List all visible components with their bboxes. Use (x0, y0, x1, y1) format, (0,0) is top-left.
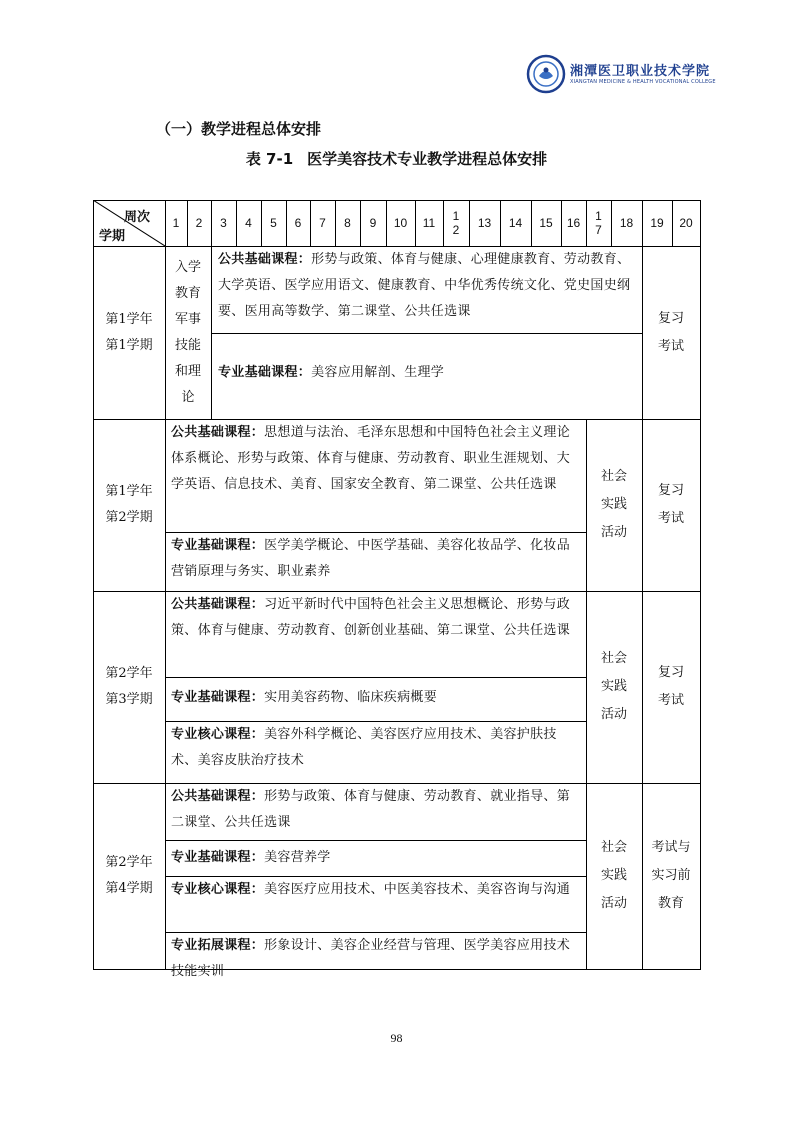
college-name: 湘潭医卫职业技术学院 (570, 64, 711, 79)
week-header: 10 (393, 216, 408, 230)
exam-line: 考试与 (651, 840, 691, 855)
week-12-digits: 12 (452, 209, 460, 237)
course-block (171, 784, 583, 836)
course-category: 公共基础课程： (171, 425, 265, 440)
course-list: 形势与政策、体育与健康、劳动教育、就业指导、第二课堂、公共任选课 (171, 789, 571, 830)
college-emblem-icon (526, 54, 566, 94)
course-category: 专业基础课程： (171, 690, 265, 705)
exam-line: 复习 (657, 310, 684, 326)
course-block (171, 845, 583, 871)
course-block (171, 722, 583, 774)
term-semester: 第3学期 (105, 692, 153, 707)
table-caption: 医学美容技术专业教学进程总体安排 (307, 150, 548, 168)
activity-cell (586, 591, 642, 783)
week-header: 9 (369, 216, 377, 230)
activity-line: 社会 (600, 469, 627, 484)
course-block (218, 247, 636, 325)
course-list: 美容营养学 (264, 850, 331, 865)
table-number: 表 7-1 (245, 150, 294, 168)
activity-line: 实践 (600, 679, 627, 694)
week-header-17 (586, 200, 611, 246)
course-block (171, 592, 583, 644)
week-header: 15 (539, 216, 553, 230)
week-header: 19 (650, 216, 664, 230)
course-block (171, 685, 583, 711)
activity-line: 活动 (600, 525, 627, 540)
term-label (93, 591, 165, 783)
exam-line: 考试 (657, 338, 684, 354)
exam-cell (642, 246, 700, 419)
term-label (93, 783, 165, 969)
activity-line: 社会 (600, 840, 627, 855)
exam-line: 实习前 (651, 868, 691, 883)
week-header: 2 (195, 216, 203, 230)
course-block (171, 533, 583, 585)
term-label (93, 246, 165, 419)
course-category: 公共基础课程： (218, 252, 312, 267)
course-list: 实用美容药物、临床疾病概要 (264, 690, 438, 705)
course-block (171, 877, 583, 903)
course-category: 专业拓展课程： (171, 938, 265, 953)
course-list: 形势与政策、体育与健康、心理健康教育、劳动教育、大学英语、医学应用语文、健康教育、中华优秀传统文化、党史国史纲要、医用高等数学、第二课堂、公共任选课 (218, 252, 631, 319)
week-header: 11 (422, 216, 436, 230)
orientation-line: 教育 (174, 285, 201, 301)
college-logo (526, 54, 716, 94)
activity-line: 实践 (600, 497, 627, 512)
week-header: 13 (477, 216, 492, 230)
orientation-line: 论 (181, 389, 195, 405)
course-list: 美容应用解剖、生理学 (311, 365, 445, 380)
course-block (171, 420, 583, 498)
divider-t3a (165, 677, 586, 678)
divider-t4a (165, 840, 586, 841)
exam-line: 复习 (657, 483, 684, 498)
orientation-cell (165, 246, 211, 419)
week-header: 8 (344, 216, 351, 230)
exam-cell (642, 419, 700, 591)
section-title: （一）教学进程总体安排 (156, 120, 322, 138)
course-category: 专业核心课程： (171, 727, 265, 742)
term-year: 第1学年 (105, 484, 153, 499)
orientation-line: 和理 (174, 363, 201, 379)
course-category: 专业基础课程： (171, 538, 265, 553)
corner-weeks-label: 周次 (124, 210, 151, 225)
term-label (93, 419, 165, 591)
college-name-en: XIANGTAN MEDICINE & HEALTH VOCATIONAL COLLEGE (570, 79, 716, 85)
week-header: 1 (172, 216, 180, 230)
orientation-line: 技能 (174, 337, 201, 353)
week-header: 16 (566, 216, 581, 230)
course-category: 公共基础课程： (171, 597, 265, 612)
course-category: 专业基础课程： (171, 850, 265, 865)
week-header: 6 (294, 216, 302, 230)
activity-cell (586, 783, 642, 969)
course-list: 形象设计、美容企业经营与管理、医学美容应用技术技能实训 (171, 938, 571, 979)
exam-cell (642, 591, 700, 783)
table-title (0, 148, 793, 169)
week-header: 14 (508, 216, 523, 230)
term-year: 第2学年 (105, 666, 153, 681)
exam-line: 教育 (657, 896, 684, 911)
exam-cell (642, 783, 700, 969)
week-header: 4 (245, 216, 252, 230)
activity-line: 活动 (600, 896, 627, 911)
term-semester: 第4学期 (105, 881, 153, 896)
exam-line: 复习 (657, 665, 684, 680)
course-list: 习近平新时代中国特色社会主义思想概论、形势与政策、体育与健康、劳动教育、创新创业基础、第二课堂、公共任选课 (171, 597, 571, 638)
activity-line: 实践 (600, 868, 627, 883)
course-block (171, 933, 583, 985)
course-list: 医学美学概论、中医学基础、美容化妆品学、化妆品营销原理与务实、职业素养 (171, 538, 571, 579)
term-semester: 第1学期 (105, 337, 153, 353)
week-header: 18 (619, 216, 634, 230)
corner-term-label: 学期 (99, 229, 126, 244)
divider-t1 (211, 333, 642, 334)
week-header: 20 (679, 216, 693, 230)
term-year: 第2学年 (105, 855, 153, 870)
course-category: 公共基础课程： (171, 789, 265, 804)
page-number: 98 (390, 1031, 403, 1045)
exam-line: 考试 (657, 693, 684, 708)
term-semester: 第2学期 (105, 510, 153, 525)
course-list: 思想道与法治、毛泽东思想和中国特色社会主义理论体系概论、形势与政策、体育与健康、劳动教育、职业生涯规划、大学英语、信息技术、美育、国家安全教育、第二课堂、公共任选课 (171, 425, 571, 492)
course-list: 美容外科学概论、美容医疗应用技术、美容护肤技术、美容皮肤治疗技术 (171, 727, 557, 768)
activity-cell (586, 419, 642, 591)
week-header: 7 (319, 216, 326, 230)
week-header: 5 (270, 216, 277, 230)
week-header: 3 (220, 216, 227, 230)
course-category: 专业基础课程： (218, 365, 312, 380)
course-category: 专业核心课程： (171, 882, 265, 897)
activity-line: 社会 (600, 651, 627, 666)
orientation-line: 入学 (174, 259, 201, 275)
course-block (218, 360, 636, 386)
week-17-digits: 17 (595, 209, 602, 237)
orientation-line: 军事 (174, 311, 201, 327)
table-border-right (700, 200, 701, 970)
activity-line: 活动 (600, 707, 627, 722)
exam-line: 考试 (657, 511, 684, 526)
week-header-12 (443, 200, 469, 246)
course-list: 美容医疗应用技术、中医美容技术、美容咨询与沟通 (264, 882, 571, 897)
term-year: 第1学年 (105, 311, 153, 327)
